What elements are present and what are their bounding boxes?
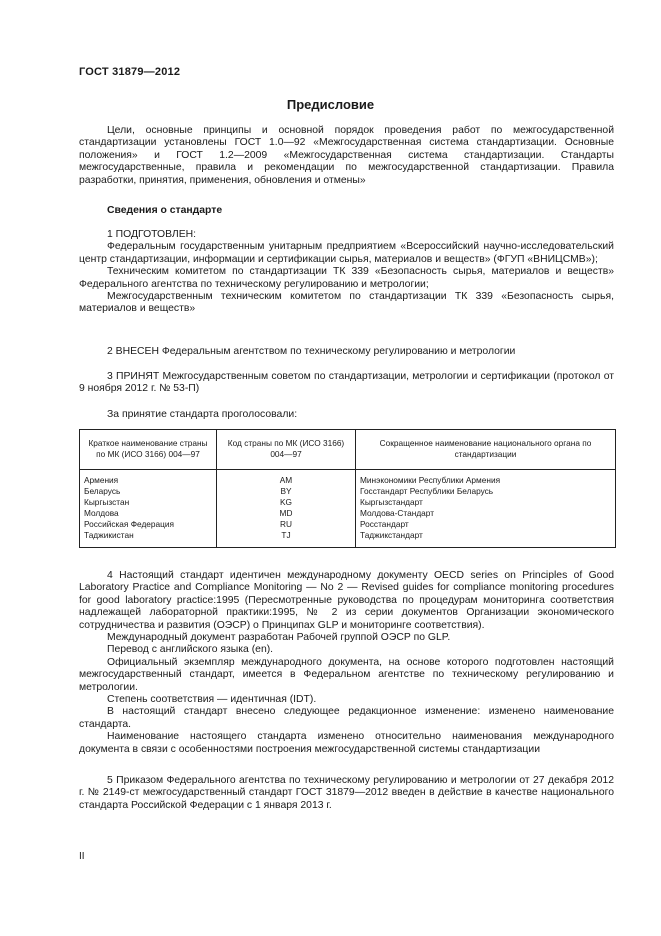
country-cell: Молдова — [84, 508, 119, 518]
item-5-block — [79, 775, 614, 812]
table-header-code: Код страны по МК (ИСО 3166) 004—97 — [217, 430, 356, 470]
code-column — [217, 470, 356, 548]
country-cell: Армения — [84, 475, 119, 485]
item-3-block — [79, 371, 614, 396]
body-cell: Молдова-Стандарт — [360, 508, 435, 518]
item-4-paragraph-6: В настоящий стандарт внесено следующее редакционное изменение: изменено наименование стандарта. — [79, 706, 614, 730]
item-1-block — [79, 229, 614, 316]
item-2-block — [79, 346, 614, 358]
voting-table — [79, 429, 616, 548]
country-cell: Кыргызстан — [84, 497, 130, 507]
table-header-country: Краткое наименование страны по МК (ИСО 3166) 004—97 — [80, 430, 217, 470]
item-4-paragraph-7: Наименование настоящего стандарта изменено относительно наименования международного документа в связи с особенностями построения межгосударственной системы стандартизации — [79, 731, 614, 755]
item-3-paragraph: 3 ПРИНЯТ Межгосударственным советом по стандартизации, метрологии и сертификации (протокол от 9 ноября 2012 г. № 53-П) — [79, 371, 614, 395]
body-column — [356, 470, 616, 548]
item-5-paragraph: 5 Приказом Федерального агентства по техническому регулированию и метрологии от 27 декабря 2012 г. № 2149-ст межгосударственный стандарт ГОСТ 31879—2012 введен в действие в качестве национального стандарта Российской Федерации с 1 января 2013 г. — [79, 775, 614, 811]
item-4-paragraph-3: Перевод с английского языка (en). — [107, 644, 274, 656]
country-column — [80, 470, 217, 548]
item-2-paragraph: 2 ВНЕСЕН Федеральным агентством по техническому регулированию и метрологии — [107, 346, 516, 357]
code-cell: RU — [280, 519, 292, 529]
page-number: II — [79, 851, 85, 862]
country-cell: Российская Федерация — [84, 519, 175, 529]
country-cell: Беларусь — [84, 486, 121, 496]
item-1-paragraph-3: Межгосударственным техническим комитетом по стандартизации ТК 339 «Безопасность сырья, материалов и веществ» — [79, 291, 614, 315]
item-1-paragraph-1: Федеральным государственным унитарным предприятием «Всероссийский научно-исследовательский центр стандартизации, информации и сертификации сырья, материалов и веществ» (ФГУП «ВНИЦСМВ»); — [79, 241, 614, 265]
item-4-paragraph-4: Официальный экземпляр международного документа, на основе которого подготовлен настоящий межгосударственный стандарт, имеется в Федеральном агентстве по техническому регулированию и метрологии. — [79, 656, 614, 693]
body-cell: Таджикстандарт — [360, 530, 423, 540]
table-header-row — [80, 430, 616, 470]
body-cell: Росстандарт — [360, 519, 409, 529]
code-cell: MD — [279, 508, 293, 518]
intro-block — [79, 125, 614, 187]
code-cell: TJ — [281, 530, 291, 540]
item-4-paragraph-5: Степень соответствия — идентичная (IDT). — [107, 694, 317, 706]
document-id-header: ГОСТ 31879—2012 — [79, 66, 181, 78]
table-row — [80, 470, 616, 548]
country-cell: Таджикистан — [84, 530, 134, 540]
item-4-paragraph-1: 4 Настоящий стандарт идентичен международному документу OECD series on Principles of Good Laboratory Practice and Compliance Monitoring — No 2 — Revised guides for compliance monitoring procedures for good laboratory practice:1995 (Пересмотренные руководства по процедурам мониторинга соответствия надлежащей лабораторной практики:1995, № 2 из серии документов Организации экономического сотрудничества и развития (ОЭСР) о Принципах GLP и мониторинге соответствия). — [79, 570, 614, 631]
info-heading-block — [79, 205, 614, 217]
item-1-title: 1 ПОДГОТОВЛЕН: — [107, 229, 197, 240]
body-cell: Минэкономики Республики Армения — [360, 475, 501, 485]
code-cell: BY — [280, 486, 292, 496]
body-cell: Кыргызстандарт — [360, 497, 423, 507]
info-heading: Сведения о стандарте — [107, 205, 223, 216]
body-cell: Госстандарт Республики Беларусь — [360, 486, 494, 496]
item-1-paragraph-2: Техническим комитетом по стандартизации ТК 339 «Безопасность сырья, материалов и веществ» Федерального агентства по техническому регулированию и метрологии; — [79, 266, 614, 290]
code-cell: AM — [279, 475, 293, 485]
item-4-block — [79, 570, 614, 756]
code-cell: KG — [280, 497, 292, 507]
table-header-body: Сокращенное наименование национального органа по стандартизации — [356, 430, 616, 470]
vote-intro: За принятие стандарта проголосовали: — [107, 409, 298, 420]
intro-paragraph: Цели, основные принципы и основной порядок проведения работ по межгосударственной стандартизации установлены ГОСТ 1.0—92 «Межгосударственная система стандартизации. Основные положения» и ГОСТ 1.2—2009 «Межгосударственная система стандартизации. Стандарты межгосударственные, правила и рекомендации по межгосударственной стандартизации. Правила разработки, принятия, применения, обновления и отмены» — [79, 125, 614, 186]
item-4-paragraph-2: Международный документ разработан Рабочей группой ОЭСР по GLP. — [107, 632, 451, 644]
page-title: Предисловие — [286, 97, 375, 112]
vote-intro-block — [79, 409, 614, 421]
